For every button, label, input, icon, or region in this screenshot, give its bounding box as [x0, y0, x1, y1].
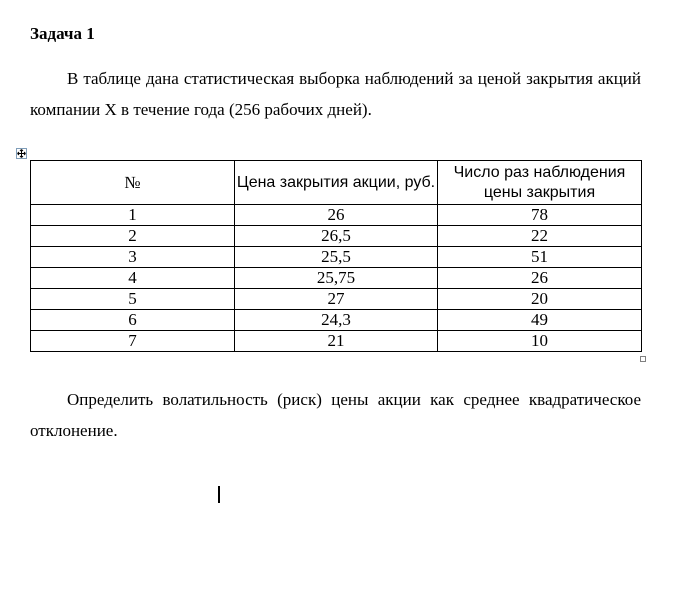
header-number: №: [31, 161, 235, 205]
task-paragraph: [30, 384, 641, 446]
cell-number: 5: [31, 289, 235, 310]
cell-number: 4: [31, 268, 235, 289]
cell-number: 2: [31, 226, 235, 247]
table-row: [31, 205, 642, 226]
table-row: [31, 289, 642, 310]
task-paragraph-text: Определить волатильность (риск) цены акции как среднее квадратическое отклонение.: [30, 390, 641, 440]
cell-price: 25,5: [235, 247, 438, 268]
table-resize-handle[interactable]: [640, 356, 646, 362]
header-observation-count: Число раз наблюдения цены закрытия: [438, 161, 642, 205]
cell-number: 7: [31, 331, 235, 352]
cell-count: 20: [438, 289, 642, 310]
cell-number: 1: [31, 205, 235, 226]
cell-count: 78: [438, 205, 642, 226]
cell-number: 6: [31, 310, 235, 331]
cell-price: 24,3: [235, 310, 438, 331]
table-row: [31, 226, 642, 247]
cell-number: 3: [31, 247, 235, 268]
table-row: [31, 331, 642, 352]
task-title: Задача 1: [30, 24, 95, 43]
cell-count: 49: [438, 310, 642, 331]
cell-count: 22: [438, 226, 642, 247]
cell-price: 21: [235, 331, 438, 352]
cell-count: 51: [438, 247, 642, 268]
text-cursor: [218, 486, 220, 503]
intro-paragraph: [30, 63, 641, 125]
cell-price: 25,75: [235, 268, 438, 289]
cell-count: 26: [438, 268, 642, 289]
table-move-handle-icon[interactable]: [16, 148, 27, 159]
cell-count: 10: [438, 331, 642, 352]
cell-price: 26: [235, 205, 438, 226]
table-row: [31, 268, 642, 289]
table-header-row: [31, 161, 642, 205]
table-row: [31, 310, 642, 331]
header-closing-price: Цена закрытия акции, руб.: [235, 161, 438, 205]
intro-paragraph-text: В таблице дана статистическая выборка наблюдений за ценой закрытия акций компании X в течение года (256 рабочих дней).: [30, 69, 641, 119]
cell-price: 26,5: [235, 226, 438, 247]
table-row: [31, 247, 642, 268]
cell-price: 27: [235, 289, 438, 310]
stock-price-table: [30, 160, 642, 352]
